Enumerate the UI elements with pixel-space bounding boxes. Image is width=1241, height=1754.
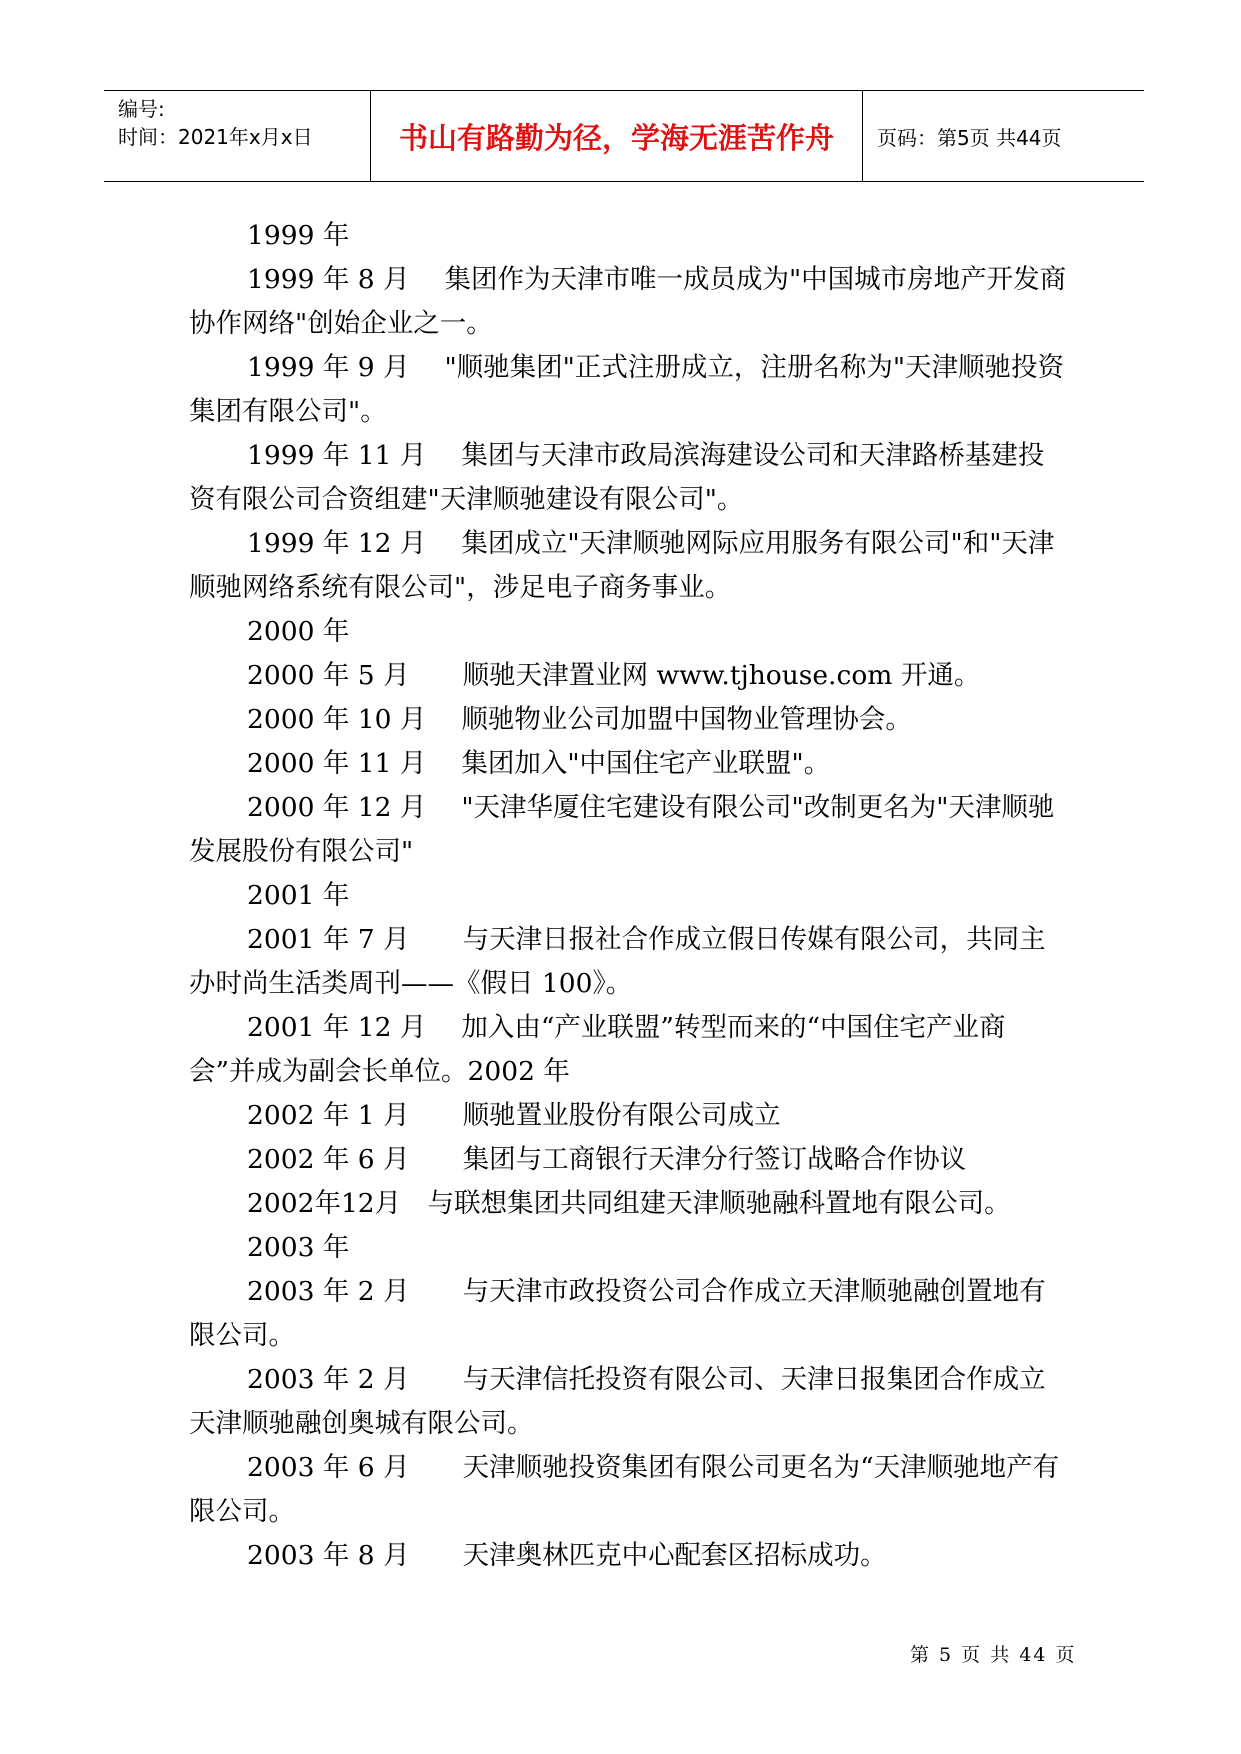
paragraph: 1999 年 8 月 集团作为天津市唯一成员成为"中国城市房地产开发商协作网络"创始企业之一。 [189,264,1067,339]
paragraph: 2001 年 7 月 与天津日报社合作成立假日传媒有限公司，共同主办时尚生活类周刊——《假日 100》。 [189,924,1046,999]
page-footer: 第 5 页 共 44 页 [910,1644,1077,1666]
paragraph: 2003 年 [247,1232,350,1263]
header-motto: 书山有路勤为径，学海无涯苦作舟 [371,91,863,181]
document-body [189,214,1069,1578]
header-meta-cell [104,91,371,181]
paragraph: 2002 年 6 月 集团与工商银行天津分行签订战略合作协议 [247,1144,967,1175]
paragraph: 2003 年 8 月 天津奥林匹克中心配套区招标成功。 [247,1540,887,1571]
document-header [104,90,1144,182]
paragraph: 1999 年 9 月 "顺驰集团"正式注册成立，注册名称为"天津顺驰投资集团有限公司"。 [189,352,1065,427]
paragraph: 1999 年 11 月 集团与天津市政局滨海建设公司和天津路桥基建投资有限公司合资组建"天津顺驰建设有限公司"。 [189,440,1045,515]
paragraph: 2003 年 6 月 天津顺驰投资集团有限公司更名为“天津顺驰地产有限公司。 [189,1452,1060,1527]
paragraph: 1999 年 12 月 集团成立"天津顺驰网际应用服务有限公司"和"天津顺驰网络系统有限公司"，涉足电子商务事业。 [189,528,1055,603]
paragraph: 2000 年 12 月 "天津华厦住宅建设有限公司"改制更名为"天津顺驰发展股份有限公司" [189,792,1055,867]
paragraph: 2000 年 [247,616,350,647]
paragraph: 2002年12月 与联想集团共同组建天津顺驰融科置地有限公司。 [247,1188,1011,1219]
paragraph: 2003 年 2 月 与天津市政投资公司合作成立天津顺驰融创置地有限公司。 [189,1276,1046,1351]
paragraph: 2000 年 5 月 顺驰天津置业网 www.tjhouse.com 开通。 [247,660,981,691]
paragraph: 1999 年 [247,220,350,251]
paragraph: 2001 年 [247,880,350,911]
paragraph: 2003 年 2 月 与天津信托投资有限公司、天津日报集团合作成立天津顺驰融创奥城有限公司。 [189,1364,1046,1439]
paragraph: 2002 年 1 月 顺驰置业股份有限公司成立 [247,1100,781,1131]
doc-number-label: 编号: [118,97,165,121]
header-page-label: 页码：第5页 共44页 [877,125,1062,150]
paragraph: 2000 年 10 月 顺驰物业公司加盟中国物业管理协会。 [247,704,912,735]
paragraph: 2001 年 12 月 加入由“产业联盟”转型而来的“中国住宅产业商会”并成为副会长单位。2002 年 [189,1012,1006,1087]
doc-time-label: 时间：2021年x月x日 [118,125,313,149]
paragraph: 2000 年 11 月 集团加入"中国住宅产业联盟"。 [247,748,831,779]
